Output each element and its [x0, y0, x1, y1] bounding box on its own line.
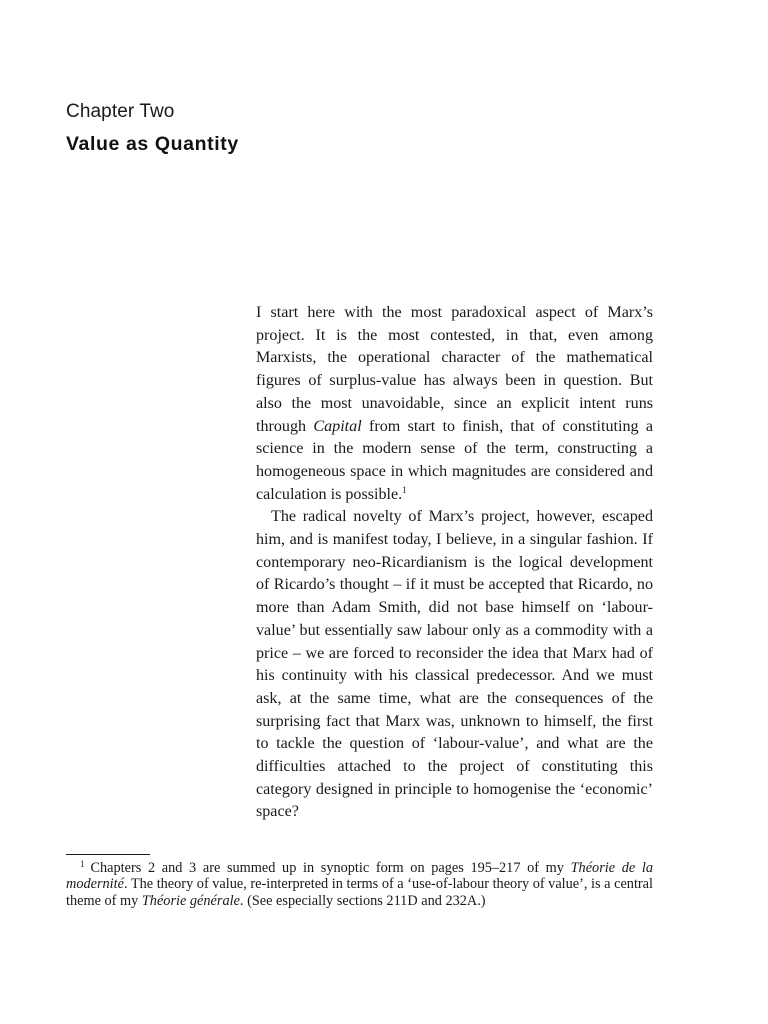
- footnote-italic-b: Théorie générale: [141, 892, 240, 909]
- paragraph-2: The radical novelty of Marx’s project, however, escaped him, and is manifest today, I believe, in a singular fashion. If contemporary neo-Ricardianism is the logical development of Ricardo’s thought – if it must be accepted that Ricardo, no more than Adam Smith, did not base himself on ‘labour-value’ but essentially saw labour only as a commodity with a price – we are forced to reconsider the idea that Marx had of his continuity with his classical predecessor. And we must ask, at the same time, what are the consequences of the surprising fact that Marx was, unknown to himself, the first to tackle the question of ‘labour-value’, and what are the difficulties attached to the project of constituting this category designed in principle to homogenise the ‘economic’ space?: [256, 508, 653, 821]
- footnote-mark: 1: [80, 859, 85, 869]
- paragraph-1-text-b: from start to finish, that of constituting a science in the modern sense of the term, constructing a homogeneous space in which magnitudes are considered and calculation is possible.: [256, 417, 653, 503]
- chapter-title: Value as Quantity: [66, 133, 239, 155]
- footnote-reference[interactable]: 1: [402, 484, 407, 495]
- footnote-text-c: . (See especially sections 211D and 232A.): [239, 892, 486, 909]
- paragraph-1-italic: Capital: [313, 417, 362, 435]
- paragraph-1-text-a: I start here with the most paradoxical aspect of Marx’s project. It is the most contested, in that, even among Marxists, the operational character of the mathematical figures of surplus-value has always been in question. But also the most unavoidable, since an explicit intent runs through: [256, 304, 653, 435]
- body-text: [256, 302, 653, 824]
- paragraph-1: [256, 302, 653, 506]
- footnote-divider: [66, 854, 150, 855]
- footnote-text-a: Chapters 2 and 3 are summed up in synoptic form on pages 195–217 of my: [90, 860, 571, 876]
- footnote-italic-a: Théorie de la modernité: [66, 860, 653, 893]
- footnote-text-b: . The theory of value, re-interpreted in terms of a ‘use-of-labour theory of value’, is a central theme of my: [66, 876, 653, 909]
- chapter-label: Chapter Two: [66, 101, 175, 122]
- footnote: [66, 860, 653, 909]
